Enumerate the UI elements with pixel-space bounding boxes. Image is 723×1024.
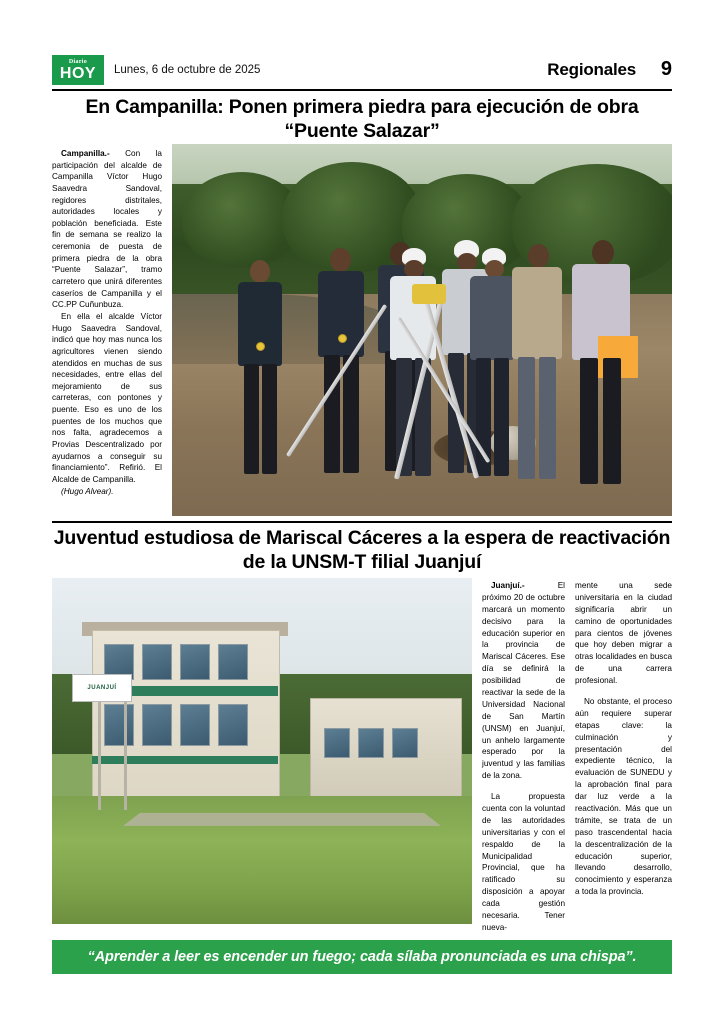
- photo2-window: [392, 728, 418, 758]
- photo2-window: [142, 644, 172, 680]
- article2-text-column-right: [575, 580, 672, 898]
- article2-paragraph: No obstante, el proceso aún requiere superar etapas clave: la culminación y presentación del expediente técnico, la evaluación de SUNEDU y la aprobación final para dar luz verde a la reactivación. Más que un trámite, se trata de un paso trascendental hacia la descentralización de la educación superior, llevando desarrollo, conocimiento y esperanza a toda la provincia.: [575, 697, 672, 897]
- photo2-green-band: [92, 756, 278, 764]
- photo1-person-leg: [262, 364, 277, 474]
- photo2-window: [180, 704, 210, 746]
- photo1-person-leg: [580, 358, 598, 484]
- photo1-person: [230, 260, 290, 496]
- photo1-person-leg: [244, 364, 259, 474]
- article1-paragraph: [52, 148, 162, 311]
- masthead: [52, 55, 672, 87]
- article1-text-column: [52, 148, 162, 497]
- photo2-window: [358, 728, 384, 758]
- article2-paragraph: mente una sede universitaria en la ciudad significaría abrir un camino de oportunidades para cientos de jóvenes que hoy deben migrar a otras localidades en busca de una carrera profesional.: [575, 581, 672, 686]
- photo2-campus-sign: JUANJUÍ: [72, 674, 132, 702]
- paragraph-spacer: [575, 687, 672, 696]
- masthead-date: Lunes, 6 de octubre de 2025: [114, 64, 261, 76]
- photo2-window: [218, 704, 248, 746]
- article1-photo: [172, 144, 672, 516]
- photo1-person-body: [512, 267, 562, 359]
- logo-top-text: Diario: [68, 59, 88, 65]
- photo1-person-head: [250, 260, 270, 283]
- photo1-person: [564, 240, 640, 496]
- photo2-window: [218, 644, 248, 680]
- article1-photo-credit: (Hugo Alvear).: [61, 486, 114, 496]
- article2-text-column-left: [482, 580, 565, 934]
- photo1-person-leg: [539, 357, 556, 479]
- photo1-person-leg: [324, 355, 340, 473]
- newspaper-logo: [52, 55, 104, 85]
- article2-photo: [52, 578, 472, 924]
- photo1-person: [502, 244, 572, 494]
- photo2-window: [142, 704, 172, 746]
- photo1-person-leg: [603, 358, 621, 484]
- photo2-window: [104, 704, 134, 746]
- photo2-window: [180, 644, 210, 680]
- article2-paragraph: La propuesta cuenta con la voluntad de las autoridades universitarias y con el respaldo de la Municipalidad Provincial, que ha ratificado su disposición a apoyar cada gestión necesaria. Tener nueva-: [482, 792, 565, 932]
- paragraph-spacer: [482, 782, 565, 791]
- photo2-sign-pole: [124, 700, 127, 810]
- photo2-walkway: [123, 813, 441, 826]
- photo2-window: [324, 728, 350, 758]
- photo1-person-head: [592, 240, 614, 265]
- article1-body-1: Con la participación del alcalde de Campanilla Víctor Hugo Saavedra Sandoval, regidores distritales, autoridades locales y población beneficiada. Este fin de semana se realizo la ceremonia de puesta de primera piedra de la obra “Puente Salazar”, tramo carretero que unirá diferentes caseríos de Campanilla y el CC.PP Cuñunbuza.: [52, 149, 162, 310]
- photo1-person-leg: [518, 357, 535, 479]
- photo1-medal: [338, 334, 347, 343]
- photo1-total-station: [412, 284, 446, 304]
- header-divider: [52, 89, 672, 91]
- article2-dateline: Juanjuí.-: [491, 581, 525, 590]
- article1-dateline: Campanilla.-: [61, 149, 110, 158]
- page-number: 9: [660, 58, 672, 80]
- masthead-section-title: Regionales: [547, 60, 636, 79]
- photo1-medal: [256, 342, 265, 351]
- photo2-sign-pole: [98, 700, 101, 810]
- article1-headline: En Campanilla: Ponen primera piedra para ejecución de obra “Puente Salazar”: [85, 96, 639, 142]
- quote-banner: “Aprender a leer es encender un fuego; cada sílaba pronunciada es una chispa”.: [52, 940, 672, 974]
- photo1-person-leg: [343, 355, 359, 473]
- article2-body-a1: El próximo 20 de octubre marcará un momento decisivo para la educación superior en la provincia de Mariscal Cáceres. Ese día se definirá la posibilidad de reactivar la sede de la Universidad Nacional de San Martín (UNSM) en Juanjuí, un anhelo largamente esperado por la juventud y las familias de la zona.: [482, 581, 565, 781]
- photo1-person-head: [528, 244, 549, 268]
- article2-divider: [52, 521, 672, 523]
- article2-headline: Juventud estudiosa de Mariscal Cáceres a la espera de reactivación de la UNSM-T filial Juanjuí: [53, 527, 671, 573]
- article1-paragraph: En ella el alcalde Víctor Hugo Saavedra Sandoval, indicó que hoy mas nunca los agricultores vienen siendo atendidos en muchas de sus necesidades, entre ellas del mejoramiento de sus carreteras, con pontones y puente. Eso es uno de los puentes de los muchos que nos falta, agradecemos a Provias Descentralizado por ayudarnos a conseguir su financiamiento”. Refirió. El Alcalde de Campanilla.: [52, 311, 162, 484]
- article2-paragraph: [482, 580, 565, 782]
- photo1-person-head: [330, 248, 351, 272]
- logo-main-text: HOY: [59, 65, 97, 82]
- photo1-person-body: [238, 282, 282, 366]
